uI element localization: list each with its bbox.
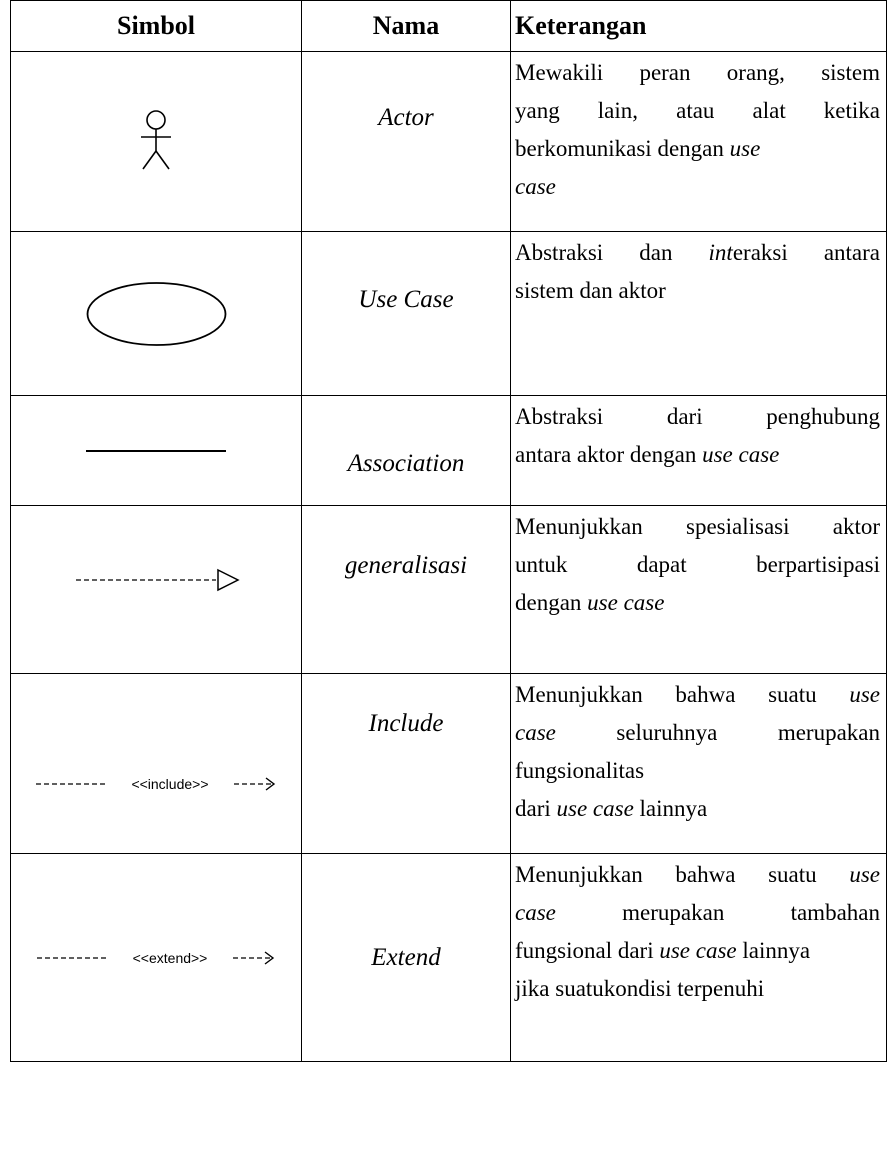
table-row: [11, 232, 887, 396]
header-description: Keterangan: [511, 1, 887, 52]
arrow-head: [233, 950, 275, 966]
description-line: antara aktor dengan use case: [515, 442, 780, 467]
description-line: fungsional dari use case lainnya: [515, 938, 811, 963]
description-line: Menunjukkan bahwa suatu use: [515, 862, 881, 887]
name-cell: [302, 854, 511, 1062]
extend-label: <<extend>>: [132, 949, 208, 966]
description-cell: [511, 396, 887, 506]
description-line: case merupakan tambahan: [515, 900, 880, 925]
use-case-ellipse-icon: [84, 279, 229, 349]
description-line: Abstraksi dan interaksi antara: [515, 240, 881, 265]
description-line: fungsionalitas: [515, 758, 645, 783]
description-line: jika suatukondisi terpenuhi: [515, 976, 765, 1001]
table-row: [11, 396, 887, 506]
header-name: Nama: [302, 1, 511, 52]
symbol-cell: [11, 854, 302, 1062]
description-line: dari use case lainnya: [515, 796, 708, 821]
description-line: berkomunikasi dengan use: [515, 136, 761, 161]
symbol-name: generalisasi: [344, 552, 468, 579]
description-line: case seluruhnya merupakan: [515, 720, 880, 745]
description-cell: [511, 854, 887, 1062]
table-row: [11, 854, 887, 1062]
table-row: [11, 674, 887, 854]
description-line: untuk dapat berpartisipasi: [515, 552, 880, 577]
symbol-cell: [11, 506, 302, 674]
description-line: case: [515, 174, 556, 199]
table-header-row: [11, 1, 887, 52]
header-symbol: Simbol: [11, 1, 302, 52]
description-line: Abstraksi dari penghubung: [515, 404, 880, 429]
dashed-line: [37, 952, 107, 964]
symbol-name: Extend: [371, 943, 441, 971]
table-row: [11, 52, 887, 232]
name-cell: [302, 674, 511, 854]
extend-arrow-icon: [11, 950, 301, 966]
include-arrow-icon: [11, 776, 301, 792]
symbol-name: Association: [347, 450, 465, 477]
arrow-head: [234, 776, 276, 792]
symbol-cell: [11, 396, 302, 506]
include-label: <<include>>: [131, 775, 209, 792]
table-row: [11, 506, 887, 674]
dashed-line: [36, 778, 106, 790]
use-case-symbol-table: [10, 0, 887, 1062]
description-cell: [511, 232, 887, 396]
description-line: Menunjukkan bahwa suatu use: [515, 682, 881, 707]
symbol-name: Actor: [378, 104, 434, 131]
description-line: Mewakili peran orang, sistem: [515, 60, 880, 85]
symbol-cell: [11, 674, 302, 854]
actor-stick-figure-icon: [131, 109, 181, 175]
name-cell: [302, 506, 511, 674]
symbol-name: Include: [368, 710, 444, 737]
generalization-arrow-icon: [56, 560, 256, 600]
symbol-cell: [11, 52, 302, 232]
description-line: yang lain, atau alat ketika: [515, 98, 880, 123]
description-cell: [511, 506, 887, 674]
description-cell: [511, 674, 887, 854]
name-cell: [302, 232, 511, 396]
association-line-icon: [76, 441, 236, 461]
symbol-cell: [11, 232, 302, 396]
symbol-name: Use Case: [358, 286, 454, 313]
description-line: dengan use case: [515, 590, 665, 615]
name-cell: [302, 396, 511, 506]
description-line: Menunjukkan spesialisasi aktor: [515, 514, 880, 539]
description-line: sistem dan aktor: [515, 278, 666, 303]
name-cell: [302, 52, 511, 232]
description-cell: [511, 52, 887, 232]
